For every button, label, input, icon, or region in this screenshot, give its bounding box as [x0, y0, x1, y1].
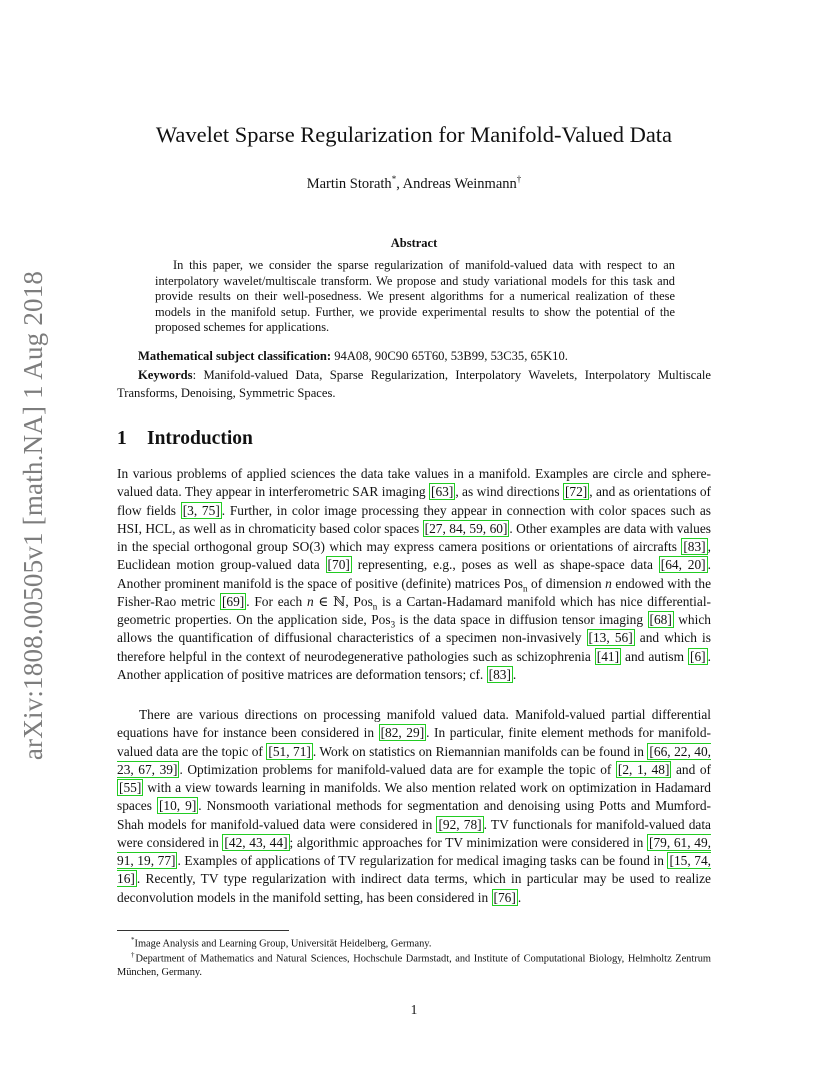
math-variable: n	[605, 575, 612, 591]
body-text: with a view towards learning in manifolds. We also mention related work on optimization in Hadamard spaces	[117, 780, 711, 814]
citation-link[interactable]: [10, 9]	[158, 798, 197, 814]
citation-link[interactable]: [83]	[683, 539, 706, 554]
body-text: ∈ ℕ, Pos	[313, 593, 373, 609]
author-list	[117, 169, 711, 194]
citation-link[interactable]: [6]	[690, 648, 706, 664]
math-variable: n	[306, 593, 314, 609]
body-text: , Euclidean motion group-valued data	[117, 539, 711, 573]
math-subscript: n	[522, 583, 528, 594]
body-text: . In particular, finite element methods for manifold-valued data are the topic of	[117, 725, 711, 759]
body-text: and which is therefore helpful in the context of neurodegenerative pathologies such as schizophrenia	[117, 630, 711, 664]
section-heading	[117, 427, 253, 451]
body-text: of dimension	[527, 575, 606, 591]
body-text: . Nonsmooth variational methods for segmentation and denoising using Potts and Mumford-Shah models for manifold-valued data were considered in	[117, 798, 711, 832]
citation-link[interactable]: [70]	[327, 557, 350, 573]
citation-link[interactable]: [13, 56]	[588, 630, 633, 646]
abstract-text: In this paper, we consider the sparse regularization of manifold-valued data with respect to an interpolatory wavelet/multiscale transform. We propose and study variational models for this task and provide results on their well-posedness. We present algorithms for a numerical realization of these models in the manifold setup. Further, we provide experimental results to show the potential of the proposed schemes for applications.	[155, 258, 675, 335]
body-text: . Work on statistics on Riemannian manifolds can be found in	[312, 743, 648, 759]
arxiv-identifier-stamp	[14, 265, 54, 765]
citation-link[interactable]: [79, 61, 49, 91, 19, 77]	[117, 834, 711, 868]
subject-classification	[117, 348, 711, 366]
body-text: . TV functionals for manifold-valued data were considered in	[117, 816, 711, 850]
body-text: endowed with the Fisher-Rao metric	[117, 575, 712, 609]
body-text: which allows the quantification of diffusional characteristics of a specimen non-invasively	[117, 612, 711, 646]
body-text: . Further, in color image processing they appear in connection with color spaces such as HSI, HCL, as well as in chromaticity based color spaces	[117, 502, 712, 536]
body-text: is the data space in diffusion tensor imaging	[395, 612, 648, 627]
citation-link[interactable]: [83]	[488, 666, 511, 682]
citation-link[interactable]: [66, 22, 40, 23, 67, 39]	[117, 743, 712, 777]
body-text: . Optimization problems for manifold-valued data are for example the topic of	[179, 761, 616, 777]
citation-link[interactable]: [64, 20]	[660, 557, 706, 573]
msc-label: Mathematical subject classification:	[138, 349, 332, 363]
footnote-mark[interactable]: *	[391, 174, 397, 184]
citation-link[interactable]: [55]	[119, 780, 142, 795]
section-number: 1	[117, 428, 127, 449]
citation-link[interactable]: [72]	[564, 484, 588, 500]
citation-link[interactable]: [15, 74, 16]	[117, 853, 711, 887]
author-name: Martin Storath	[306, 175, 392, 192]
arxiv-identifier: arXiv:1808.00505v1 [math.NA] 1 Aug 2018	[18, 270, 49, 760]
citation-link[interactable]: [82, 29]	[380, 725, 425, 741]
msc-value: 94A08, 90C90 65T60, 53B99, 53C35, 65K10.	[331, 349, 568, 363]
math-subscript: n	[372, 601, 378, 612]
body-text: . Examples of applications of TV regularization for medical imaging tasks can be found in	[177, 853, 668, 868]
body-text: and of	[671, 761, 711, 777]
body-text: . Recently, TV type regularization with indirect data terms, which in particular may be used to realize deconvolution models in the manifold setting, has been considered in	[117, 871, 711, 905]
intro-paragraph	[117, 706, 711, 907]
body-text: representing, e.g., poses as well as shape-space data	[351, 557, 659, 573]
author-name: Andreas Weinmann	[402, 175, 517, 192]
citation-link[interactable]: [76]	[493, 889, 516, 905]
citation-link[interactable]: [63]	[431, 484, 454, 500]
footnote-divider	[117, 930, 289, 931]
body-text: . Another application of positive matrices are deformation tensors; cf.	[117, 648, 711, 682]
keywords-value: : Manifold-valued Data, Sparse Regularization, Interpolatory Wavelets, Interpolatory Multiscale Transforms, Denoising, Symmetric Spaces.	[117, 368, 711, 400]
citation-link[interactable]: [51, 71]	[268, 743, 311, 759]
body-text: In various problems of applied sciences the data take values in a manifold. Examples are circle and sphere-valued data. They appear in interferometric SAR imaging	[117, 466, 711, 500]
citation-link[interactable]: [41]	[596, 648, 620, 664]
citation-link[interactable]: [3, 75]	[182, 502, 220, 518]
footnote-text: Image Analysis and Learning Group, Universität Heidelberg, Germany.	[134, 938, 432, 950]
citation-link[interactable]: [69]	[221, 593, 245, 609]
citation-link[interactable]: [2, 1, 48]	[617, 761, 670, 777]
body-text: and autism	[621, 648, 688, 664]
body-text: There are various directions on processing manifold valued data. Manifold-valued partial differential equations have for instance been considered in	[117, 707, 711, 741]
citation-link[interactable]: [68]	[649, 612, 672, 627]
page-number: 1	[410, 1002, 418, 1017]
body-text: . Another prominent manifold is the space of positive (definite) matrices Pos	[117, 557, 711, 591]
footnote	[117, 949, 711, 979]
body-text: ; algorithmic approaches for TV minimization were considered in	[289, 834, 647, 850]
footnote-mark[interactable]: †	[516, 174, 522, 184]
body-text: is a Cartan-Hadamard manifold which has nice differential-geometric properties. On the application side, Pos	[117, 593, 711, 627]
body-text: , and as orientations of flow fields	[117, 484, 711, 518]
section-title: Introduction	[147, 428, 253, 449]
body-text: .	[517, 889, 522, 905]
footnote-mark: *	[131, 936, 135, 944]
citation-link[interactable]: [42, 43, 44]	[224, 834, 288, 850]
keywords-label: Keywords	[138, 368, 193, 382]
body-text: , as wind directions	[455, 484, 563, 500]
paper-title: Wavelet Sparse Regularization for Manifold-Valued Data	[155, 122, 673, 147]
body-text: . For each	[246, 593, 307, 609]
body-text: .	[512, 666, 517, 682]
intro-paragraph	[117, 465, 711, 684]
body-text: . Other examples are data with values in the special orthogonal group SO(3) which may express camera positions or orientations of aircrafts	[117, 520, 711, 554]
citation-link[interactable]: [27, 84, 59, 60]	[424, 520, 508, 536]
math-subscript: 3	[390, 619, 396, 630]
footnote-text: Department of Mathematics and Natural Sciences, Hochschule Darmstadt, and Institute of Computational Biology, Helmholtz Zentrum München, Germany.	[117, 953, 712, 978]
footnote-mark: †	[131, 951, 136, 959]
abstract-heading: Abstract	[390, 236, 438, 250]
author-separator: ,	[396, 175, 403, 192]
keywords	[117, 367, 711, 402]
citation-link[interactable]: [92, 78]	[438, 816, 482, 832]
